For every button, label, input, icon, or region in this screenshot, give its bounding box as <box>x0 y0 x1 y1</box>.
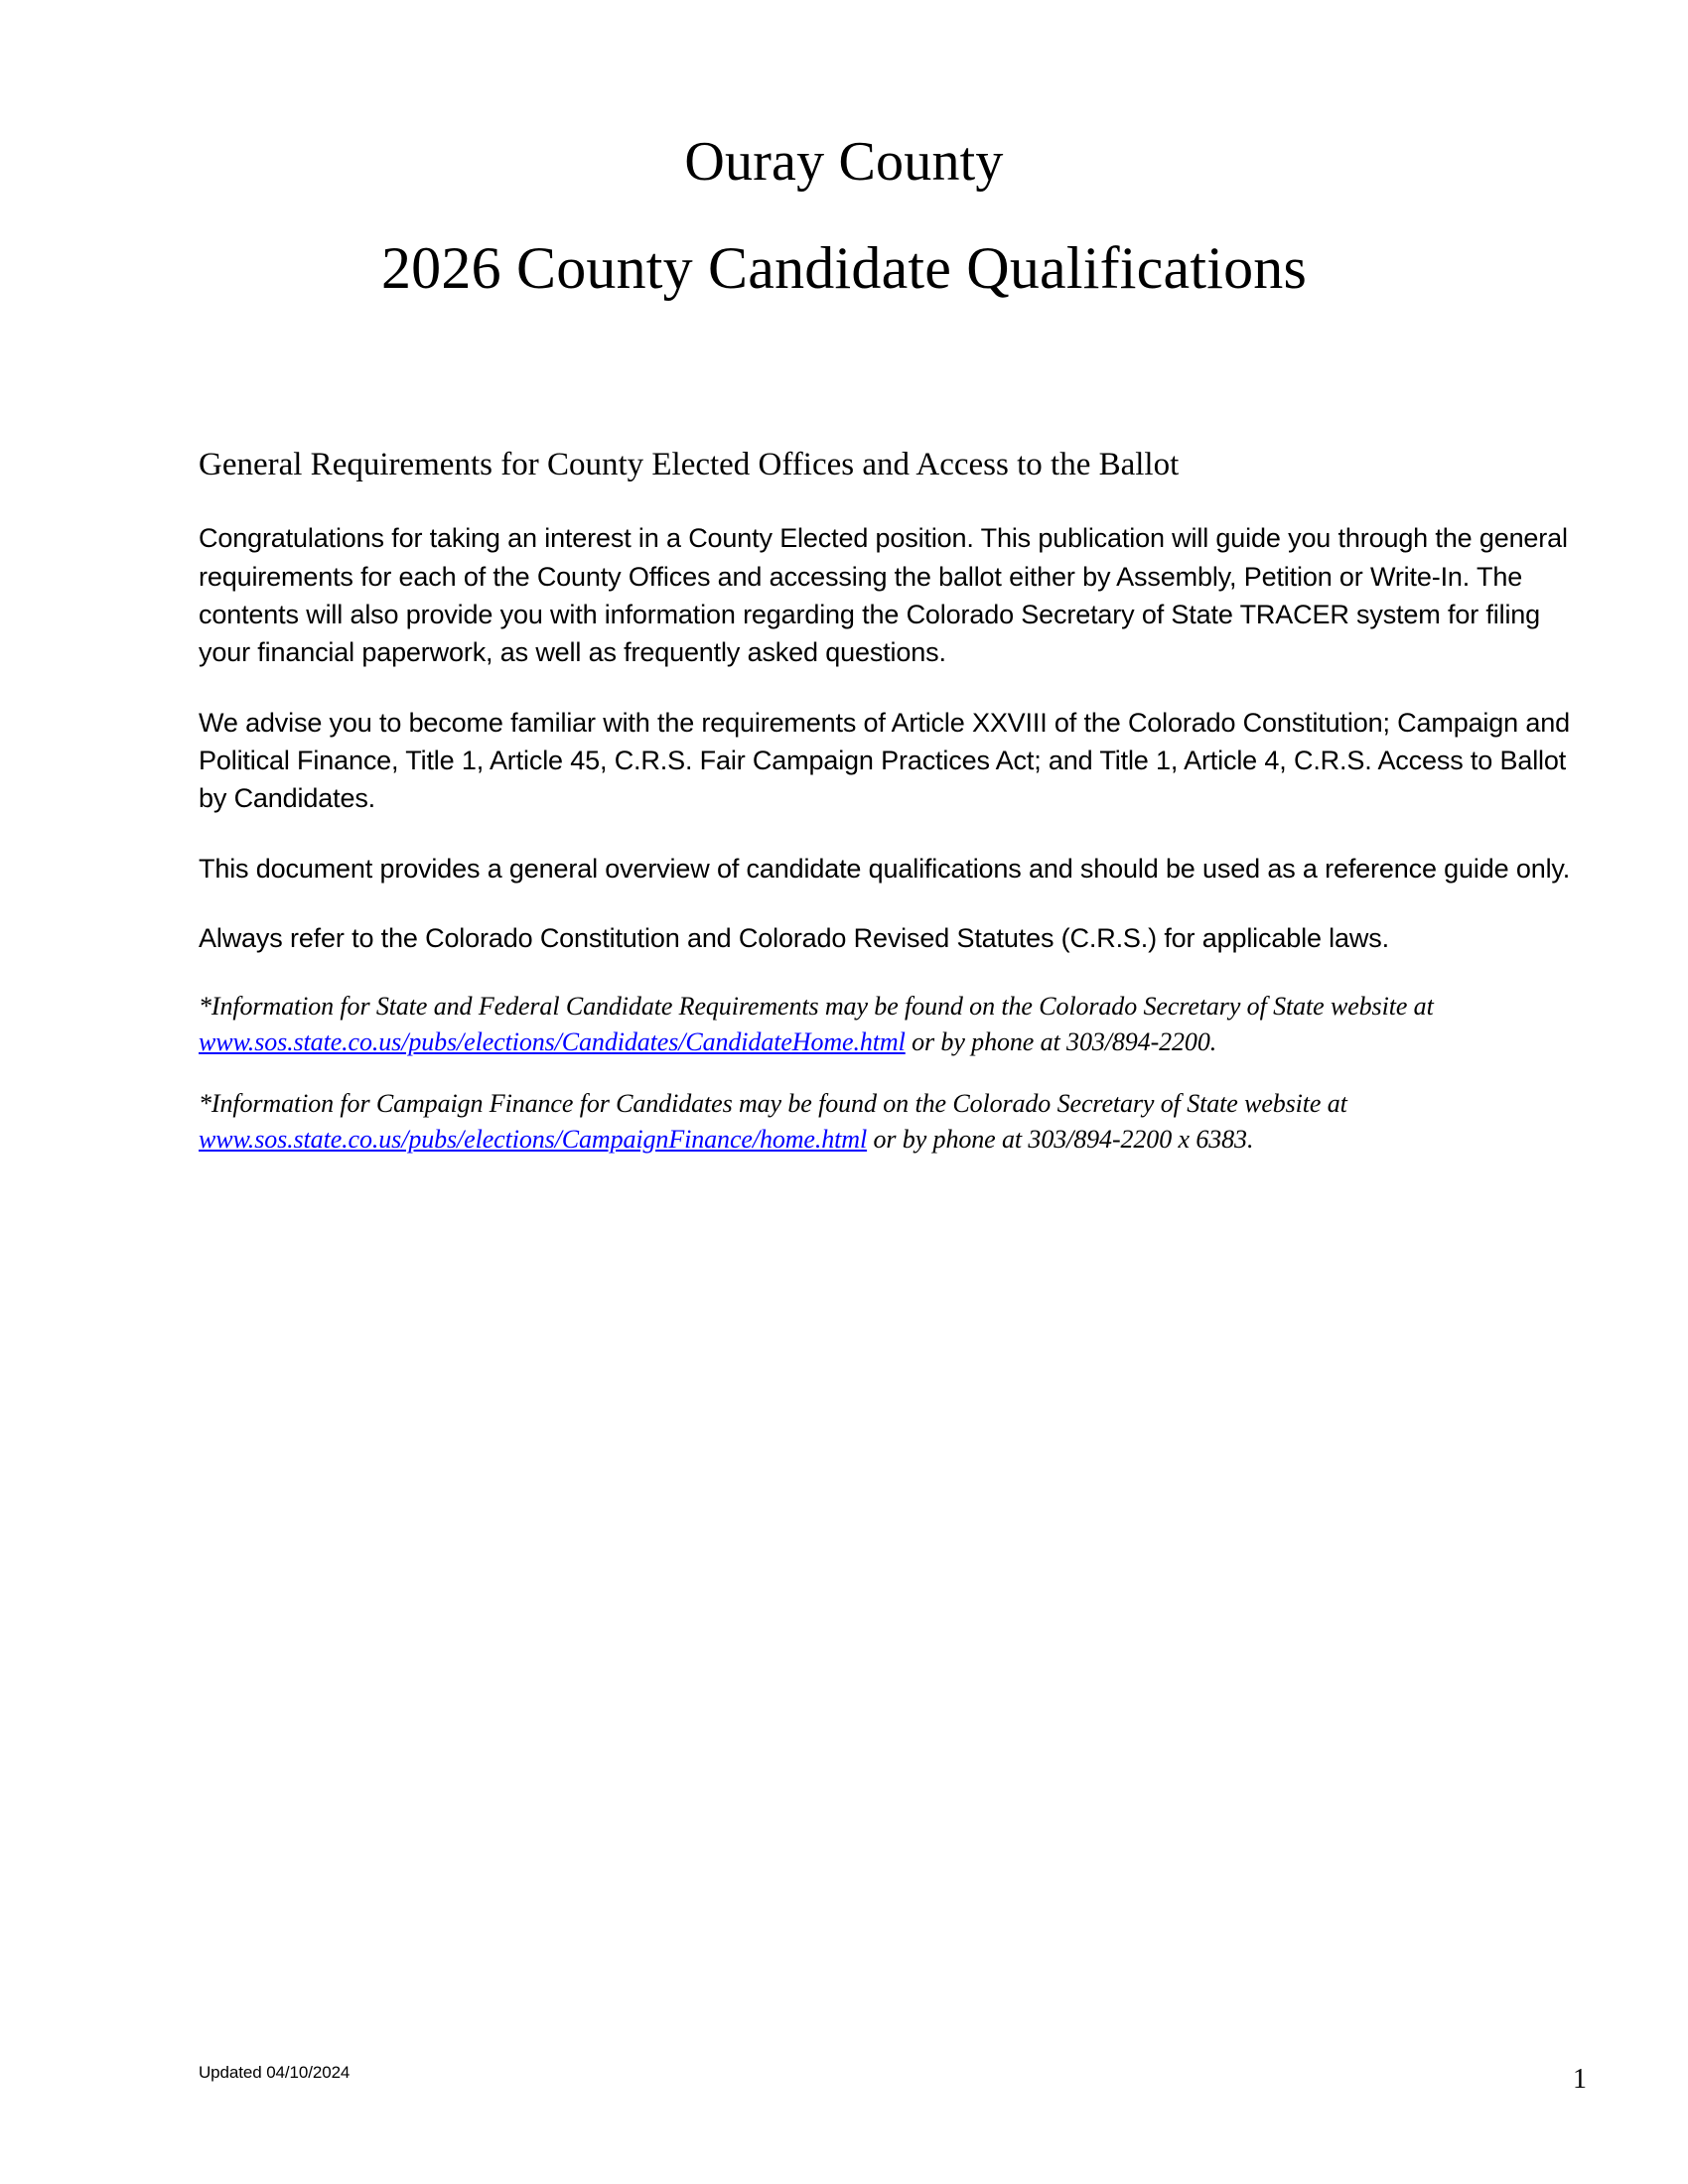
body-paragraph-introduction: Congratulations for taking an interest in a County Elected position. This publication will guide you through the general requirements for each of the County Offices and accessing the ballot either by Assembly, Petition or Write-In. The contents will also provide you with information regarding the Colorado Secretary of State TRACER system for filing your financial paperwork, as well as frequently asked questions. <box>199 523 1568 668</box>
body-paragraph-disclaimer: Always refer to the Colorado Constitution and Colorado Revised Statutes (C.R.S.) for applicable laws. <box>199 922 1389 953</box>
note-tail-text: or by phone at 303/894-2200. <box>905 1027 1217 1057</box>
document-title-line-1: Ouray County <box>684 131 1004 193</box>
title-block <box>0 129 1688 304</box>
body-paragraph-statutes: We advise you to become familiar with the requirements of Article XXVIII of the Colorado Constitution; Campaign and Political Finance, Title 1, Article 45, C.R.S. Fair Campaign Practices Act; and Title 1, Article 4, C.R.S. Access to Ballot by Candidates. <box>199 707 1570 814</box>
link-campaign-finance-home[interactable]: www.sos.state.co.us/pubs/elections/CampaignFinance/home.html <box>199 1124 868 1154</box>
note-lead-text: *Information for Campaign Finance for Candidates may be found on the Colorado Secretary of State website at <box>199 1088 1347 1118</box>
link-candidate-home[interactable]: www.sos.state.co.us/pubs/elections/Candidates/CandidateHome.html <box>199 1027 906 1057</box>
note-tail-text: or by phone at 303/894-2200 x 6383. <box>867 1124 1254 1154</box>
section-heading-general-requirements: General Requirements for County Elected Offices and Access to the Ballot <box>199 447 1180 482</box>
note-campaign-finance <box>199 1086 1587 1158</box>
document-title-line-2: 2026 County Candidate Qualifications <box>380 235 1308 302</box>
note-lead-text: *Information for State and Federal Candidate Requirements may be found on the Colorado Secretary of State website at <box>199 992 1434 1022</box>
body-paragraph-overview: This document provides a general overview of candidate qualifications and should be used as a reference guide only. <box>199 853 1571 884</box>
note-state-federal-requirements <box>199 989 1587 1060</box>
document-body <box>199 445 1587 1183</box>
footer-page-number: 1 <box>1573 2064 1587 2095</box>
footer-updated-date: Updated 04/10/2024 <box>199 2063 351 2082</box>
